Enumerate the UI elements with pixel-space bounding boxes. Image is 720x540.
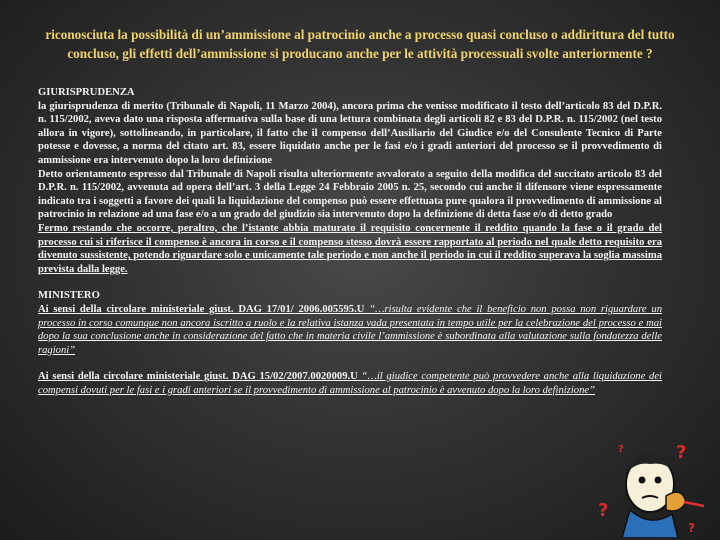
section-spacer <box>38 357 662 370</box>
circolare-2006-quote: “…risulta evidente che il beneficio non possa non riguardare un processo in corso comunque non ancora iscritto a ruolo e la relativa istanza vada presentata in tempo utile per la celebrazione del processo e mai dopo la sua conclusione anche in considerazione del fatto che in materia civile l’ammissione è subordinata alla valutazione sulla fondatezza delle ragioni” <box>38 303 662 356</box>
section-heading-ministero: MINISTERO <box>38 290 100 302</box>
slide-title: riconosciuta la possibilità di un’ammissione al patrocinio anche a processo quasi concluso o addirittura del tutto concluso, gli effetti dell’ammissione si producano anche per le attività processuali svolte anteriormente ? <box>45 27 675 61</box>
section-spacer <box>38 276 662 289</box>
svg-text:?: ? <box>676 442 687 463</box>
giurisprudenza-paragraph-3: Fermo restando che occorre, peraltro, che l’istante abbia maturato il requisito concernente il reddito quando la fase o il grado del processo cui si riferisce il compenso è ancora in corso e il compenso stesso dovrà essere rapportato al periodo nel quale detto requisito era divenuto sussistente, potendo riguardare solo e unicamente tale periodo e non anche il periodo in cui il reddito superava la soglia massima prevista dalla legge. <box>38 222 662 275</box>
circolare-2007-label: Ai sensi della circolare ministeriale giust. DAG 15/02/2007.0020009.U <box>38 371 358 383</box>
giurisprudenza-paragraph-1: la giurisprudenza di merito (Tribunale di Napoli, 11 Marzo 2004), ancora prima che venisse modificato il testo dell’articolo 83 del D.P.R. n. 115/2002, aveva dato una risposta affermativa sulla base di una lettura combinata degli articoli 82 e 83 del D.P.R. n. 115/2002 (nel testo allora in vigore), sottolineando, in particolare, il fatto che il compenso dell’Ausiliario del Giudice e/o del Consulente Tecnico di Parte potesse e dovesse, a norma del citato art. 83, essere liquidato anche per le fasi e/o i gradi anteriori del processo se il provvedimento di ammissione era intervenuto dopo la loro definizione <box>38 100 662 166</box>
section-heading-giurisprudenza: GIURISPRUDENZA <box>38 87 135 98</box>
circolare-2007 <box>38 370 662 397</box>
slide-body <box>38 86 662 397</box>
circolare-2006-label: Ai sensi della circolare ministeriale giust. DAG 17/01/ 2006.005595.U <box>38 303 365 315</box>
svg-text:?: ? <box>598 500 609 521</box>
svg-text:?: ? <box>618 444 624 455</box>
svg-text:?: ? <box>688 521 695 535</box>
circolare-2006 <box>38 303 662 357</box>
giurisprudenza-paragraph-2: Detto orientamento espresso dal Tribunale di Napoli risulta ulteriormente avvalorato a seguito della modifica del succitato articolo 83 del D.P.R. n. 115/2002, avvenuta ad opera dell’art. 3 della Legge 24 Febbraio 2005 n. 25, secondo cui anche il difensore viene espressamente indicato tra i soggetti a favore dei quali la liquidazione del compenso può essere effettuata pure qualora il provvedimento di ammissione al patrocinio in relazione ad una fase e/o a un grado del giudizio sia intervenuto dopo la definizione di detta fase e/o di detto grado <box>38 168 662 221</box>
circolare-2007-quote: “…il giudice competente può provvedere anche alla liquidazione dei compensi dovuti per le fasi e i gradi anteriori se il provvedimento di ammissione al patrocinio è avvenuto dopo la loro definizione” <box>38 371 662 396</box>
thinking-man-question-marks-icon <box>588 432 714 538</box>
